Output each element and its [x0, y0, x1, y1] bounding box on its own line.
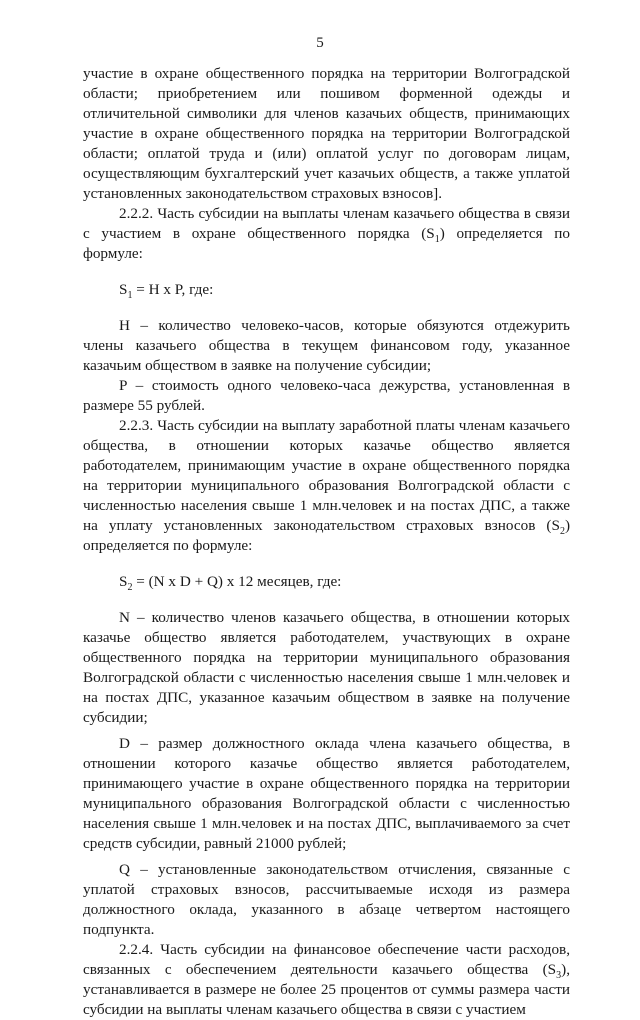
paragraph-2-2-4 [83, 940, 570, 1020]
formula-text: S [119, 573, 128, 590]
subscript: 2 [559, 526, 565, 538]
definition-h: H – количество человеко-часов, которые обязуются отдежурить члены казачьего общества в текущем финансовом году, указанное казачьим обществом в заявке на получение субсидии; [83, 317, 570, 374]
paragraph-text: 2.2.3. Часть субсидии на выплату заработной платы членам казачьего общества, в отношении которых казачье общество является работодателем, принимающим участие в охране общественного порядка на территории муниципального образования Волгоградской области с численностью населения свыше 1 млн.человек и на постах ДПС, а также на уплату установленных законодательством страховых взносов (S [83, 417, 570, 534]
definition-n: N – количество членов казачьего общества, в отношении которых казачье общество является работодателем, участвующих в охране общественного порядка на территории муниципального образования Волгоградской области с численностью населения свыше 1 млн.человек и на постах ДПС, указанное казачьим обществом в заявке на получение субсидии; [83, 609, 570, 726]
paragraph-text: ) определяется по формуле: [83, 225, 570, 262]
formula-subscript: 1 [127, 290, 133, 302]
formula-s2 [119, 572, 570, 592]
subscript: 3 [556, 970, 562, 982]
formula-text: = (N x D + Q) x 12 месяцев, где: [132, 573, 342, 590]
paragraph-text: 2.2.2. Часть субсидии на выплаты членам казачьего общества в связи с участием в охране общественного порядка (S [83, 205, 570, 242]
subscript: 1 [434, 234, 440, 246]
definition-p: P – стоимость одного человеко-часа дежурства, установленная в размере 55 рублей. [83, 377, 570, 414]
definition-q: Q – установленные законодательством отчисления, связанные с уплатой страховых взносов, рассчитываемые исходя из размера должностного оклада, указанного в абзаце четвертом настоящего подпункта. [83, 861, 570, 938]
paragraph-continuation: участие в охране общественного порядка на территории Волгоградской области; приобретением или пошивом форменной одежды и отличительной символики для членов казачьих обществ, принимающих участие в охране общественного порядка на территории Волгоградской области; оплатой труда и (или) оплатой услуг по договорам лицам, осуществляющим бухгалтерский учет казачьих обществ, а также уплатой установленных законодательством страховых взносов]. [83, 65, 570, 202]
paragraph-2-2-3 [83, 416, 570, 556]
formula-s1 [119, 280, 570, 300]
paragraph-2-2-2 [83, 204, 570, 264]
formula-subscript: 2 [127, 582, 133, 594]
paragraph-text: 2.2.4. Часть субсидии на финансовое обеспечение части расходов, связанных с обеспечением деятельности казачьего общества (S [83, 941, 570, 978]
document-body [83, 64, 570, 1020]
formula-text: = H x P, где: [132, 281, 214, 298]
formula-text: S [119, 281, 128, 298]
page-number: 5 [316, 35, 324, 51]
paragraph-text: ), устанавливается в размере не более 25 процентов от суммы размера части субсидии на выплаты членам казачьего общества в связи с участием [83, 961, 570, 1018]
definition-d: D – размер должностного оклада члена казачьего общества, в отношении которого казачье общество является работодателем, принимающего участие в охране общественного порядка на территории муниципального образования Волгоградской области с численностью населения свыше 1 млн.человек и на постах ДПС, выплачиваемого за счет средств субсидии, равный 21000 рублей; [83, 735, 570, 852]
paragraph-text: ) определяется по формуле: [83, 517, 570, 554]
